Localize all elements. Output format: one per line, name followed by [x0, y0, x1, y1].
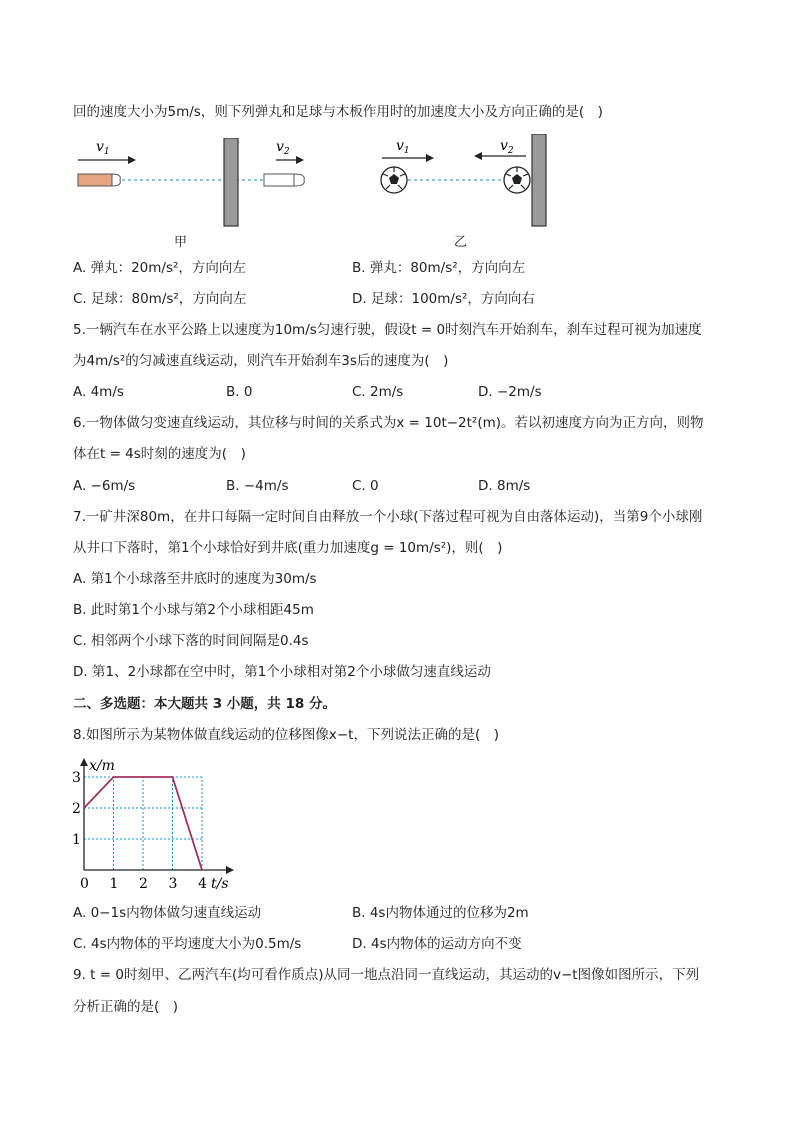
q9-stem-line2: 分析正确的是( ) — [73, 999, 179, 1015]
x-axis — [84, 866, 234, 874]
v1-label-ball: $v_1$ — [396, 138, 410, 156]
q6-option-c[interactable]: C. 0 — [352, 478, 379, 494]
q7-stem-line2: 从井口下落时，第1个小球恰好到井底(重力加速度g = 10m/s²)，则( ) — [73, 540, 503, 556]
y-axis-label: x/m — [89, 758, 115, 774]
x-tick-label: 2 — [139, 876, 148, 892]
q8-option-b[interactable]: B. 4s内物体通过的位移为2m — [352, 905, 529, 921]
q4-option-c[interactable]: C. 足球：80m/s²，方向向左 — [73, 291, 247, 307]
figure-football — [374, 134, 554, 230]
q8-option-a[interactable]: A. 0−1s内物体做匀速直线运动 — [73, 905, 262, 921]
q6-option-b[interactable]: B. −4m/s — [226, 478, 289, 494]
q6-stem-line2: 体在t = 4s时刻的速度为( ) — [73, 446, 246, 462]
q6-stem-line1: 6.一物体做匀变速直线运动，其位移与时间的关系式为x = 10t−2t²(m)。若以初速度方向为正方向，则物 — [73, 415, 704, 431]
x-tick-label: 1 — [109, 876, 119, 892]
q8-option-c[interactable]: C. 4s内物体的平均速度大小为0.5m/s — [73, 936, 302, 952]
q8-stem: 8.如图所示为某物体做直线运动的位移图像x−t，下列说法正确的是( ) — [73, 727, 500, 743]
q9-stem-line1: 9. t = 0时刻甲、乙两汽车(均可看作质点)从同一地点沿同一直线运动，其运动的v−t图像如图所示，下列 — [73, 967, 700, 983]
v1-arrow — [78, 156, 136, 164]
v2-arrow — [276, 156, 304, 164]
y-axis — [80, 758, 88, 870]
q7-option-a[interactable]: A. 第1个小球落至井底时的速度为30m/s — [73, 571, 317, 587]
q4-option-b[interactable]: B. 弹丸：80m/s²，方向向左 — [352, 260, 526, 276]
q6-option-d[interactable]: D. 8m/s — [478, 478, 531, 494]
figure-bullet — [70, 138, 320, 230]
section-multi-choice-header: 二、多选题：本大题共 3 小题，共 18 分。 — [73, 696, 336, 712]
y-tick-label: 3 — [72, 770, 81, 786]
q8-option-d[interactable]: D. 4s内物体的运动方向不变 — [352, 936, 522, 952]
x-axis-label: t/s — [211, 876, 229, 892]
x-tick-label: 0 — [80, 876, 89, 892]
x-tick-label: 4 — [198, 876, 207, 892]
x-tick-label: 3 — [168, 876, 178, 892]
v2-label: $v_2$ — [276, 139, 290, 157]
q4-stem: 回的速度大小为5m/s，则下列弹丸和足球与木板作用时的加速度大小及方向正确的是( ) — [73, 104, 603, 120]
q5-stem-line2: 为4m/s²的匀减速直线运动，则汽车开始刹车3s后的速度为( ) — [73, 353, 449, 369]
wooden-board — [224, 138, 238, 226]
q5-stem-line1: 5.一辆汽车在水平公路上以速度为10m/s匀速行驶，假设t = 0时刻汽车开始刹车，刹车过程可视为加速度 — [73, 322, 702, 338]
chart-ticks — [72, 770, 207, 892]
q7-stem-line1: 7.一矿井深80m，在井口每隔一定时间自由释放一个小球(下落过程可视为自由落体运动)，当第9个小球刚 — [73, 509, 703, 525]
xt-chart — [70, 756, 240, 894]
q6-option-a[interactable]: A. −6m/s — [73, 478, 136, 494]
chart-grid — [84, 777, 202, 870]
bullet-right — [264, 174, 304, 186]
v1-label: $v_1$ — [96, 139, 110, 157]
q4-option-d[interactable]: D. 足球：100m/s²，方向向右 — [352, 291, 535, 307]
y-tick-label: 1 — [72, 832, 81, 848]
q7-option-d[interactable]: D. 第1、2小球都在空中时，第1个小球相对第2个小球做匀速直线运动 — [73, 664, 491, 680]
wooden-board-ball — [532, 134, 546, 226]
q5-option-b[interactable]: B. 0 — [226, 384, 253, 400]
q7-option-c[interactable]: C. 相邻两个小球下落的时间间隔是0.4s — [73, 633, 309, 649]
football-right — [504, 167, 530, 193]
q5-option-c[interactable]: C. 2m/s — [352, 384, 404, 400]
q4-option-a[interactable]: A. 弹丸：20m/s²，方向向左 — [73, 260, 246, 276]
football-left — [381, 167, 407, 193]
caption-jia: 甲 — [174, 235, 188, 250]
y-tick-label: 2 — [72, 801, 81, 817]
q5-option-d[interactable]: D. −2m/s — [478, 384, 542, 400]
v2-label-ball: $v_2$ — [500, 138, 514, 156]
q5-option-a[interactable]: A. 4m/s — [73, 384, 124, 400]
q7-option-b[interactable]: B. 此时第1个小球与第2个小球相距45m — [73, 602, 314, 618]
caption-yi: 乙 — [454, 235, 468, 250]
bullet-left — [78, 174, 120, 186]
